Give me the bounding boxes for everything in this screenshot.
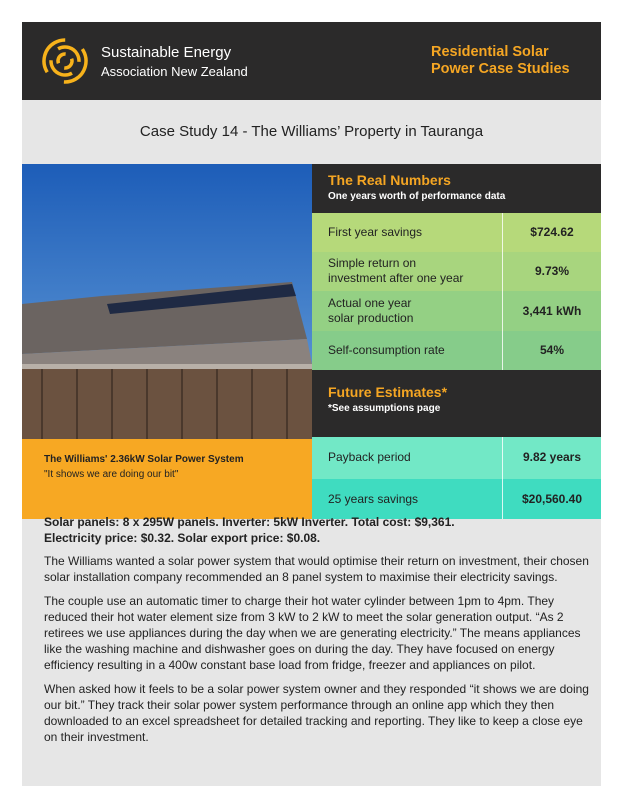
stat-label: First year savings [328,225,423,239]
stat-value: $20,560.40 [521,492,583,506]
stat-row [312,252,601,291]
specs-line2: Electricity price: $0.32. Solar export price: $0.08. [44,531,321,545]
seanz-logo-icon [42,38,88,84]
stat-row [312,437,601,479]
case-study-body [44,514,589,753]
future-estimates-header [312,370,601,437]
stat-label: Self-consumption rate [328,343,445,357]
paragraph: When asked how it feels to be a solar power system owner and they responded “it shows we are doing our bit.” They track their solar power system performance through an online app which they then downloaded to an excel spreadsheet for detailed tracking and reporting. They like to keep a close eye on their investment. [44,682,589,744]
stat-label: Actual one year solar production [328,296,414,325]
house-photo [22,164,312,439]
real-numbers-subtitle: One years worth of performance data [328,191,506,202]
stat-row [312,291,601,331]
stat-value: 9.73% [534,264,570,278]
photo-caption [22,439,312,519]
system-specs [44,514,589,546]
stat-row [312,213,601,252]
page-title: Case Study 14 - The Williams’ Property in Tauranga [139,123,484,140]
real-numbers-title: The Real Numbers [328,172,451,188]
series-title-line1: Residential Solar [431,44,549,60]
stat-label: 25 years savings [328,492,419,506]
caption-quote: "It shows we are doing our bit" [44,469,179,480]
stat-label: Payback period [328,450,411,464]
future-estimates-subtitle: *See assumptions page [328,403,441,414]
stat-label: Simple return on investment after one year [328,256,464,285]
paragraph: The Williams wanted a solar power system that would optimise their return on investment, their chosen solar installation company recommended an 8 panel system to maximise their electricity savings. [44,554,589,584]
future-estimates-title: Future Estimates* [328,384,448,400]
org-name-line2: Association New Zealand [101,64,248,79]
series-title [431,44,581,78]
paragraph: The couple use an automatic timer to charge their hot water cylinder between 1pm to 4pm. They reduced their hot water element size from 3 kW to 2 kW to meet the solar generation output. “As 2 retirees we use appliances during the day when we are generating electricity.” The means appliances like the washing machine and dishwasher goes on during the day. They have focused on energy efficiency resulting in a 400w constant base load from fridge, freezer and appliances on pilot. [44,594,581,672]
stat-value: 3,441 kWh [522,304,582,318]
stat-row [312,331,601,370]
specs-line1: Solar panels: 8 x 295W panels. Inverter: 5kW Inverter. Total cost: $9,361. [44,515,455,529]
case-study-page [22,22,601,786]
header-bar [22,22,601,100]
real-numbers-header [312,164,601,213]
stat-row [312,479,601,519]
series-title-line2: Power Case Studies [431,61,570,77]
numbers-panel [312,164,601,519]
stat-value: 9.82 years [522,450,582,464]
caption-title: The Williams' 2.36kW Solar Power System [44,454,244,465]
stat-value: $724.62 [530,225,574,239]
org-name-line1: Sustainable Energy [101,44,232,61]
stat-value: 54% [539,343,565,357]
